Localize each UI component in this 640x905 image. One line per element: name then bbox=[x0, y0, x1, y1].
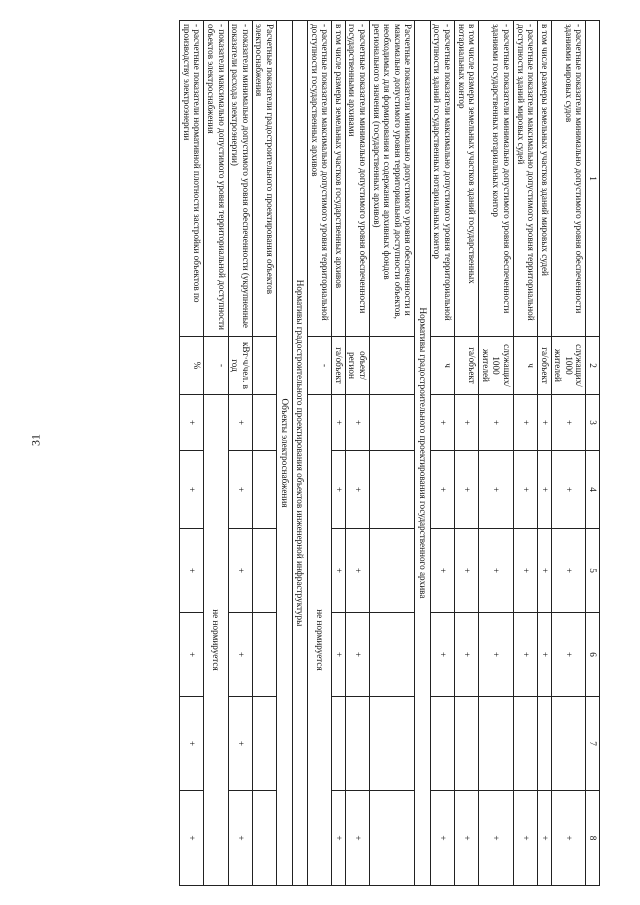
cell: + bbox=[455, 451, 479, 529]
header-cell: 8 bbox=[586, 791, 600, 886]
row-unit: га/объект bbox=[455, 337, 479, 395]
row-label: - расчетные показатели нормативной плотности застройки объектов по производству электроэнергии bbox=[180, 21, 204, 337]
cell: + bbox=[180, 395, 204, 451]
cell bbox=[345, 697, 369, 791]
table-row bbox=[345, 21, 369, 886]
row-label: в том числе размеры земельных участков государственных архивов bbox=[332, 21, 346, 337]
cell: + bbox=[513, 613, 537, 697]
table-row bbox=[479, 21, 514, 886]
cell: + bbox=[538, 613, 552, 697]
header-cell: 7 bbox=[586, 697, 600, 791]
table-row bbox=[332, 21, 346, 886]
row-unit: га/объект bbox=[332, 337, 346, 395]
row-unit bbox=[252, 337, 276, 395]
cell: + bbox=[551, 791, 586, 886]
header-cell: 6 bbox=[586, 613, 600, 697]
cell: + bbox=[430, 395, 454, 451]
cell: + bbox=[538, 791, 552, 886]
section-row bbox=[292, 21, 308, 886]
row-label: - расчетные показатели минимально допустимого уровня обеспеченности зданиями государственных нотариальных контор bbox=[479, 21, 514, 337]
cell: + bbox=[538, 529, 552, 613]
cell: + bbox=[228, 791, 252, 886]
table-row bbox=[513, 21, 537, 886]
row-unit: - bbox=[308, 337, 332, 395]
cell: + bbox=[479, 613, 514, 697]
row-unit: объект/регион bbox=[345, 337, 369, 395]
cell: + bbox=[332, 613, 346, 697]
cell bbox=[370, 791, 415, 886]
cell: + bbox=[513, 529, 537, 613]
table-row bbox=[180, 21, 204, 886]
cell bbox=[252, 529, 276, 613]
page-number: 31 bbox=[28, 434, 43, 446]
cell: + bbox=[430, 791, 454, 886]
cell: + bbox=[332, 451, 346, 529]
cell: + bbox=[345, 613, 369, 697]
cell: + bbox=[345, 791, 369, 886]
cell: + bbox=[430, 529, 454, 613]
cell bbox=[252, 791, 276, 886]
header-cell: 2 bbox=[586, 337, 600, 395]
row-label: - расчетные показатели максимально допустимого уровня территориальной доступности зданий мировых судей bbox=[513, 21, 537, 337]
row-label: - показатели минимально допустимого уровня обеспеченности (укрупненные показатели расхода электроэнергии) bbox=[228, 21, 252, 337]
section-title-power: Объекты электроснабжения bbox=[276, 21, 292, 886]
cell: + bbox=[180, 613, 204, 697]
row-unit bbox=[370, 337, 415, 395]
cell bbox=[252, 697, 276, 791]
cell: + bbox=[180, 451, 204, 529]
row-label: в том числе размеры земельных участков зданий государственных нотариальных контор bbox=[455, 21, 479, 337]
cell bbox=[551, 697, 586, 791]
cell: + bbox=[180, 529, 204, 613]
cell: + bbox=[513, 451, 537, 529]
row-label: Расчетные показатели минимально допустимого уровня обеспеченности и максимально допустимого уровня территориальной доступности объектов, необходимых для формирования и содержания архивных фондов регионального значения (государственных архивов) bbox=[370, 21, 415, 337]
row-unit: ч bbox=[513, 337, 537, 395]
cell: + bbox=[228, 613, 252, 697]
table-row bbox=[455, 21, 479, 886]
header-cell: 1 bbox=[586, 21, 600, 337]
cell: + bbox=[430, 613, 454, 697]
cell: + bbox=[332, 529, 346, 613]
section-row bbox=[415, 21, 431, 886]
cell: + bbox=[332, 791, 346, 886]
cell bbox=[430, 697, 454, 791]
cell bbox=[370, 697, 415, 791]
cell: + bbox=[345, 451, 369, 529]
cell bbox=[455, 697, 479, 791]
cell: + bbox=[551, 529, 586, 613]
cell: + bbox=[228, 529, 252, 613]
cell: + bbox=[228, 697, 252, 791]
norms-table bbox=[179, 20, 600, 886]
cell bbox=[370, 395, 415, 451]
cell bbox=[370, 529, 415, 613]
cell: + bbox=[180, 791, 204, 886]
row-unit: служащих/ 1000 жителей bbox=[479, 337, 514, 395]
cell: + bbox=[551, 395, 586, 451]
cell: + bbox=[513, 395, 537, 451]
cell: + bbox=[479, 529, 514, 613]
cell: + bbox=[345, 529, 369, 613]
header-cell: 3 bbox=[586, 395, 600, 451]
cell: + bbox=[228, 395, 252, 451]
cell: + bbox=[430, 451, 454, 529]
cell bbox=[513, 697, 537, 791]
table-row bbox=[430, 21, 454, 886]
row-label: - расчетные показатели максимально допустимого уровня территориальной доступности государственных архивов bbox=[308, 21, 332, 337]
row-label: - расчетные показатели минимально допустимого уровня обеспеченности зданиями мировых судов bbox=[551, 21, 586, 337]
cell: + bbox=[551, 613, 586, 697]
not-normed-cell: не нормируется bbox=[308, 395, 332, 886]
section-row bbox=[276, 21, 292, 886]
cell: + bbox=[228, 451, 252, 529]
cell: + bbox=[455, 791, 479, 886]
cell: + bbox=[538, 451, 552, 529]
cell: + bbox=[479, 451, 514, 529]
table-row bbox=[204, 21, 228, 886]
section-title-engineering: Нормативы градостроительного проектирования объектов инженерной инфраструктуры bbox=[292, 21, 308, 886]
table-row bbox=[538, 21, 552, 886]
table-row bbox=[370, 21, 415, 886]
row-unit: - bbox=[204, 337, 228, 395]
row-label: Расчетные показатели градостроительного проектирования объектов электроснабжения bbox=[252, 21, 276, 337]
cell bbox=[252, 395, 276, 451]
cell bbox=[538, 697, 552, 791]
header-row bbox=[586, 21, 600, 886]
rotated-table-wrapper bbox=[80, 20, 600, 885]
cell: + bbox=[513, 791, 537, 886]
cell: + bbox=[551, 451, 586, 529]
row-unit: га/объект bbox=[538, 337, 552, 395]
cell: + bbox=[455, 529, 479, 613]
table-row bbox=[308, 21, 332, 886]
row-unit: служащих/ 1000 жителей bbox=[551, 337, 586, 395]
row-unit: % bbox=[180, 337, 204, 395]
cell bbox=[332, 697, 346, 791]
section-title-archive: Нормативы градостроительного проектирования государственного архива bbox=[415, 21, 431, 886]
header-cell: 4 bbox=[586, 451, 600, 529]
cell: + bbox=[332, 395, 346, 451]
cell bbox=[370, 451, 415, 529]
cell: + bbox=[479, 791, 514, 886]
row-unit: кВт·ч/чел. в год bbox=[228, 337, 252, 395]
cell bbox=[252, 613, 276, 697]
row-label: - показатели максимально допустимого уровня территориальной доступности объектов электроснабжения bbox=[204, 21, 228, 337]
cell bbox=[370, 613, 415, 697]
table-row bbox=[252, 21, 276, 886]
cell: + bbox=[180, 697, 204, 791]
cell: + bbox=[345, 395, 369, 451]
cell bbox=[252, 451, 276, 529]
not-normed-cell: не нормируется bbox=[204, 395, 228, 886]
row-label: - расчетные показатели минимально допустимого уровня обеспеченности государственными архивами bbox=[345, 21, 369, 337]
row-label: в том числе размеры земельных участков зданий мировых судей bbox=[538, 21, 552, 337]
row-label: - расчетные показатели максимально допустимого уровня территориальной доступности зданий государственных нотариальных контор bbox=[430, 21, 454, 337]
cell: + bbox=[455, 613, 479, 697]
table-row bbox=[551, 21, 586, 886]
table-row bbox=[228, 21, 252, 886]
cell: + bbox=[538, 395, 552, 451]
header-cell: 5 bbox=[586, 529, 600, 613]
cell: + bbox=[479, 395, 514, 451]
cell: + bbox=[455, 395, 479, 451]
row-unit: ч bbox=[430, 337, 454, 395]
cell bbox=[479, 697, 514, 791]
